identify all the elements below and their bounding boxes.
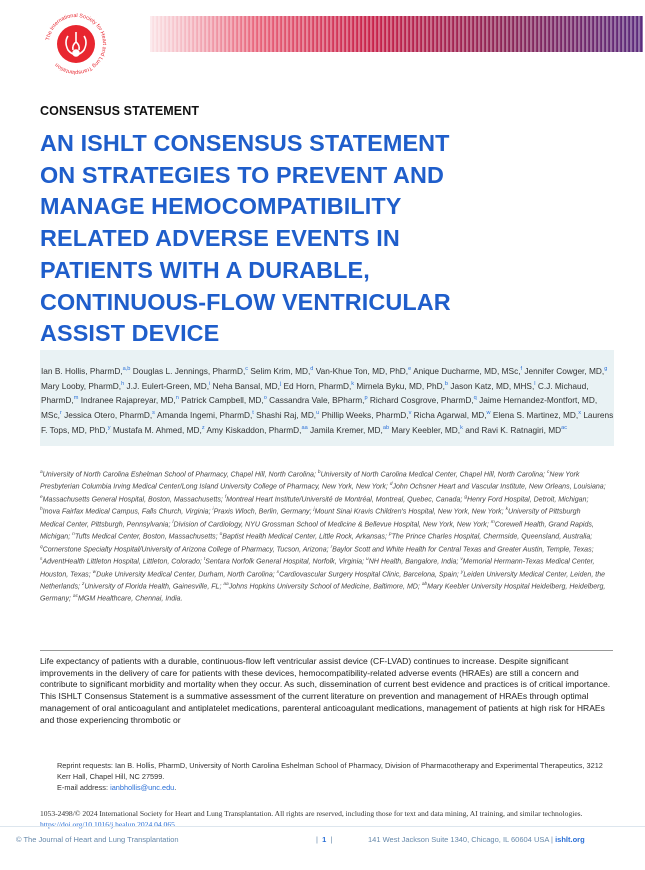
affiliation-marker: h bbox=[40, 507, 43, 513]
affiliation-text: Mary Keebler University Hospital Heidelberg, Heidelberg, Germany; bbox=[40, 583, 606, 603]
footer-divider bbox=[0, 826, 645, 827]
doi-link[interactable]: https://doi.org/10.1016/j.healun.2024.04.065 bbox=[40, 819, 175, 829]
affiliation-text: Memorial Hermann-Texas Medical Center, Houston, Texas; bbox=[40, 558, 595, 578]
divider bbox=[40, 650, 613, 651]
author-affiliation-marker: ac bbox=[561, 424, 568, 431]
author-name: Amanda Ingemi, PharmD, bbox=[156, 409, 253, 420]
author-affiliation-marker: n bbox=[175, 395, 179, 402]
affiliation-text: Massachusetts General Hospital, Boston, Massachusetts; bbox=[42, 496, 223, 504]
affiliation-text: Division of Cardiology, NYU Grossman School of Medicine & Bellevue Hospital, New York, New York; bbox=[173, 521, 489, 529]
author-affiliation-marker: s bbox=[152, 410, 155, 417]
author-name: Laurens F. Tops, MD, PhD, bbox=[41, 409, 614, 435]
reprint-requests bbox=[57, 760, 612, 793]
footer-address bbox=[368, 835, 585, 844]
affiliation-text: Henry Ford Hospital, Detroit, Michigan; bbox=[467, 496, 589, 504]
article-title: AN ISHLT CONSENSUS STATEMENT ON STRATEGIES TO PREVENT AND MANAGE HEMOCOMPATIBILITY RELATED ADVERSE EVENTS IN PATIENTS WITH A DURABLE, CONTINUOUS-FLOW VENTRICULAR ASSIST DEVICE bbox=[40, 130, 451, 347]
affiliation-marker: u bbox=[366, 557, 369, 563]
author-list bbox=[40, 350, 614, 446]
affiliation-marker: o bbox=[219, 532, 223, 538]
author-name: Phillip Weeks, PharmD, bbox=[321, 409, 409, 420]
affiliation-text: Baptist Health Medical Center, Little Rock, Arkansas; bbox=[222, 533, 387, 541]
affiliation-text: Leiden University Medical Center, Leiden, the Netherlands; bbox=[40, 570, 606, 591]
affiliation-text: Tufts Medical Center, Boston, Massachusetts; bbox=[74, 533, 218, 541]
author-name: Mustafa M. Ahmed, MD, bbox=[112, 424, 202, 435]
author-affiliation-marker: k bbox=[351, 380, 355, 387]
author-affiliation-marker: p bbox=[364, 395, 368, 402]
author-name: Jason Katz, MD, MHS, bbox=[450, 380, 535, 391]
author-affiliation-marker: l bbox=[534, 380, 536, 387]
author-name: Richard Cosgrove, PharmD, bbox=[369, 395, 474, 406]
email-end: . bbox=[174, 783, 177, 792]
affiliation-marker: z bbox=[81, 581, 85, 587]
footer-page-number bbox=[316, 835, 332, 844]
footer-site-link[interactable]: ishlt.org bbox=[555, 835, 585, 844]
author-affiliation-marker: b bbox=[444, 380, 449, 387]
email-line bbox=[57, 782, 612, 793]
affiliation-text: University of Florida Health, Gainesville, FL; bbox=[84, 583, 222, 591]
author-affiliation-marker: r bbox=[59, 410, 62, 417]
affiliation-text: Cornerstone Specialty Hospital/University of Arizona College of Pharmacy, Tucson, Arizona; bbox=[42, 545, 329, 553]
author-name: Jennifer Cowger, MD, bbox=[524, 365, 605, 376]
affiliation-marker: aa bbox=[223, 581, 229, 587]
author-affiliation-marker: d bbox=[310, 366, 314, 372]
author-affiliation-marker: o bbox=[263, 395, 267, 402]
author-affiliation-marker: e bbox=[408, 366, 412, 372]
author-name: Jessica Otero, PharmD, bbox=[64, 409, 153, 420]
logo-text: The International Society for Heart and Lung Transplantation bbox=[45, 12, 108, 76]
author-affiliation-marker: f bbox=[520, 366, 523, 372]
affiliation-text: University of North Carolina Eshelman School of Pharmacy, Chapel Hill, North Carolina; bbox=[42, 471, 316, 479]
affiliation-marker: b bbox=[317, 470, 321, 475]
affiliation-marker: k bbox=[505, 507, 509, 513]
footer-address-text: 141 West Jackson Suite 1340, Chicago, IL 60604 USA | bbox=[368, 835, 553, 844]
author-affiliation-marker: g bbox=[604, 366, 608, 372]
affiliation-marker: e bbox=[40, 494, 43, 500]
affiliation-text: Duke University Medical Center, Durham, North Carolina; bbox=[96, 570, 275, 578]
author-name: Mirnela Byku, MD, PhD, bbox=[356, 380, 445, 391]
affiliation-marker: c bbox=[546, 470, 550, 475]
affiliation-text: NH Health, Bangalore, India; bbox=[368, 558, 459, 566]
footer-sep-right: | bbox=[330, 835, 333, 844]
author-name: Neha Bansal, MD, bbox=[212, 380, 280, 391]
affiliation-marker: ab bbox=[421, 581, 428, 587]
author-name: Richa Agarwal, MD, bbox=[413, 409, 487, 420]
author-affiliation-marker: h bbox=[121, 380, 125, 387]
affiliation-text: University of Pittsburgh Medical Center, Pittsburgh, Pennsylvania; bbox=[40, 508, 581, 529]
affiliation-marker: g bbox=[464, 494, 467, 500]
affiliation-marker: x bbox=[276, 569, 280, 575]
email-label: E-mail address: bbox=[57, 783, 109, 792]
affiliation-text: University of North Carolina Medical Center, Chapel Hill, North Carolina; bbox=[320, 471, 545, 479]
affiliation-marker: v bbox=[460, 557, 463, 563]
author-affiliation-marker: t bbox=[252, 410, 254, 417]
affiliation-marker: y bbox=[460, 569, 464, 575]
affiliation-marker: p bbox=[388, 532, 392, 538]
author-affiliation-marker: a,b bbox=[122, 366, 131, 372]
author-affiliation-marker: z bbox=[201, 424, 205, 431]
footer-journal: © The Journal of Heart and Lung Transplantation bbox=[16, 835, 179, 844]
author-affiliation-marker: m bbox=[73, 395, 79, 402]
page-number: 1 bbox=[322, 835, 327, 844]
author-affiliation-marker: q bbox=[473, 395, 477, 402]
author-name: Amy Kiskaddon, PharmD, bbox=[206, 424, 302, 435]
copyright-block bbox=[40, 809, 606, 831]
affiliation-marker: r bbox=[330, 544, 333, 550]
affiliation-marker: d bbox=[389, 482, 393, 488]
author-name: Jaime Hernandez-Montfort, MD, MSc, bbox=[41, 395, 598, 420]
affiliation-text: AdventHealth Littleton Hospital, Littleton, Colorado; bbox=[42, 558, 202, 566]
affiliation-text: The Prince Charles Hospital, Chermside, Queensland, Australia; bbox=[391, 533, 593, 541]
ishlt-logo bbox=[44, 12, 108, 76]
header-stripe bbox=[150, 16, 643, 52]
author-name: Selim Krim, MD, bbox=[250, 365, 311, 376]
author-affiliation-marker: i bbox=[209, 380, 211, 387]
reprint-text: Reprint requests: Ian B. Hollis, PharmD, University of North Carolina Eshelman School of Pharmacy, Division of Pharmacotherapy and Experimental Therapeutics, 3212 Kerr Hall, Chapel Hill, NC 27599. bbox=[57, 761, 603, 781]
author-name: C.J. Michaud, PharmD, bbox=[41, 380, 589, 406]
affiliation-marker: ac bbox=[72, 594, 78, 600]
author-name: and Ravi K. Ratnagiri, MD bbox=[465, 424, 562, 435]
author-affiliation-marker: aa bbox=[301, 424, 308, 431]
author-name: Shashi Raj, MD, bbox=[256, 409, 317, 420]
affiliations bbox=[40, 468, 606, 605]
email-link[interactable]: ianbhollis@unc.edu bbox=[110, 783, 175, 792]
affiliation-text: Montreal Heart Institute/Université de Montréal, Montreal, Quebec, Canada; bbox=[226, 496, 463, 504]
abstract: Life expectancy of patients with a durable, continuous-flow left ventricular assist device (CF-LVAD) continues to increase. Despite significant improvements in the delivery of care for patients with these devices, hemocompatibility-related adverse events (HRAEs) are still a concern and contribute to significant morbidity and mortality when they occur. As such, dissemination of current best evidence and practices is of critical importance. This ISHLT Consensus Statement is a summative assessment of the current literature on prevention and management of HRAEs through optimal management of oral anticoagulant and antiplatelet medications, parenteral anticoagulant medications, management of patients at high risk for HRAEs and those experiencing thrombotic or bbox=[40, 656, 611, 725]
affiliation-marker: a bbox=[40, 470, 43, 475]
affiliation-marker: w bbox=[92, 569, 97, 575]
affiliation-marker: s bbox=[40, 557, 43, 563]
affiliation-text: Corewell Health, Grand Rapids, Michigan; bbox=[40, 521, 594, 541]
author-name: Anique Ducharme, MD, MSc, bbox=[413, 365, 521, 376]
author-name: Van-Khue Ton, MD, PhD, bbox=[315, 365, 409, 376]
author-affiliation-marker: j bbox=[279, 380, 282, 387]
affiliation-text: MGM Healthcare, Chennai, India. bbox=[77, 595, 183, 603]
affiliation-marker: j bbox=[313, 507, 315, 513]
author-name: Elena S. Martinez, MD, bbox=[492, 409, 579, 420]
author-name: Jamila Kremer, MD, bbox=[310, 424, 383, 435]
affiliation-text: Mount Sinai Kravis Children's Hospital, New York, New York; bbox=[314, 508, 504, 516]
affiliation-text: Inova Fairfax Medical Campus, Falls Church, Virginia; bbox=[42, 508, 211, 516]
author-name: Patrick Campbell, MD, bbox=[181, 395, 264, 406]
author-name: Ed Horn, PharmD, bbox=[283, 380, 352, 391]
author-name: Mary Keebler, MD, bbox=[391, 424, 461, 435]
author-affiliation-marker: w bbox=[486, 410, 491, 417]
affiliation-text: Cardiovascular Surgery Hospital Clinic, Barcelona, Spain; bbox=[279, 570, 459, 578]
author-affiliation-marker: ab bbox=[382, 424, 390, 431]
affiliation-text: John Ochsner Heart and Vascular Institute, New Orleans, Louisiana; bbox=[392, 483, 606, 491]
author-name: Douglas L. Jennings, PharmD, bbox=[132, 365, 246, 376]
affiliation-marker: t bbox=[203, 557, 206, 563]
affiliation-marker: f bbox=[224, 494, 227, 500]
affiliation-text: New York Presbyterian Columbia Irving Medical Center/Long Island University College of Pharmacy, New York, New York; bbox=[40, 471, 580, 491]
section-label: CONSENSUS STATEMENT bbox=[40, 104, 200, 118]
affiliation-marker: m bbox=[490, 519, 495, 525]
affiliation-marker: l bbox=[172, 519, 174, 525]
affiliation-text: Baylor Scott and White Health for Central Texas and Greater Austin, Temple, Texas; bbox=[332, 545, 594, 553]
author-affiliation-marker: y bbox=[107, 424, 111, 431]
affiliation-marker: q bbox=[40, 544, 43, 550]
affiliation-marker: i bbox=[212, 507, 214, 513]
footer-sep-left: | bbox=[316, 835, 318, 844]
copyright-text: 1053-2498/© 2024 International Society for Heart and Lung Transplantation. All rights are reserved, including those for text and data mining, AI training, and similar technologies. bbox=[40, 809, 583, 818]
author-name: Ian B. Hollis, PharmD, bbox=[41, 365, 123, 376]
author-affiliation-marker: v bbox=[408, 410, 412, 417]
author-name: Cassandra Vale, BPharm, bbox=[269, 395, 365, 406]
affiliation-text: Sentara Norfolk General Hospital, Norfolk, Virginia; bbox=[205, 558, 365, 566]
affiliation-text: Praxis Wloch, Berlin, Germany; bbox=[213, 508, 312, 516]
author-affiliation-marker: k bbox=[460, 424, 463, 431]
affiliation-marker: n bbox=[72, 532, 75, 538]
author-name: J.J. Eulert-Green, MD, bbox=[126, 380, 210, 391]
author-affiliation-marker: c bbox=[245, 366, 249, 372]
author-affiliation-marker: u bbox=[316, 410, 320, 417]
affiliation-text: Johns Hopkins University School of Medicine, Baltimore, MD; bbox=[228, 583, 420, 591]
author-affiliation-marker: x bbox=[578, 410, 581, 417]
author-name: Mary Looby, PharmD, bbox=[41, 380, 122, 391]
author-name: Indranee Rajapreyar, MD, bbox=[80, 395, 176, 406]
